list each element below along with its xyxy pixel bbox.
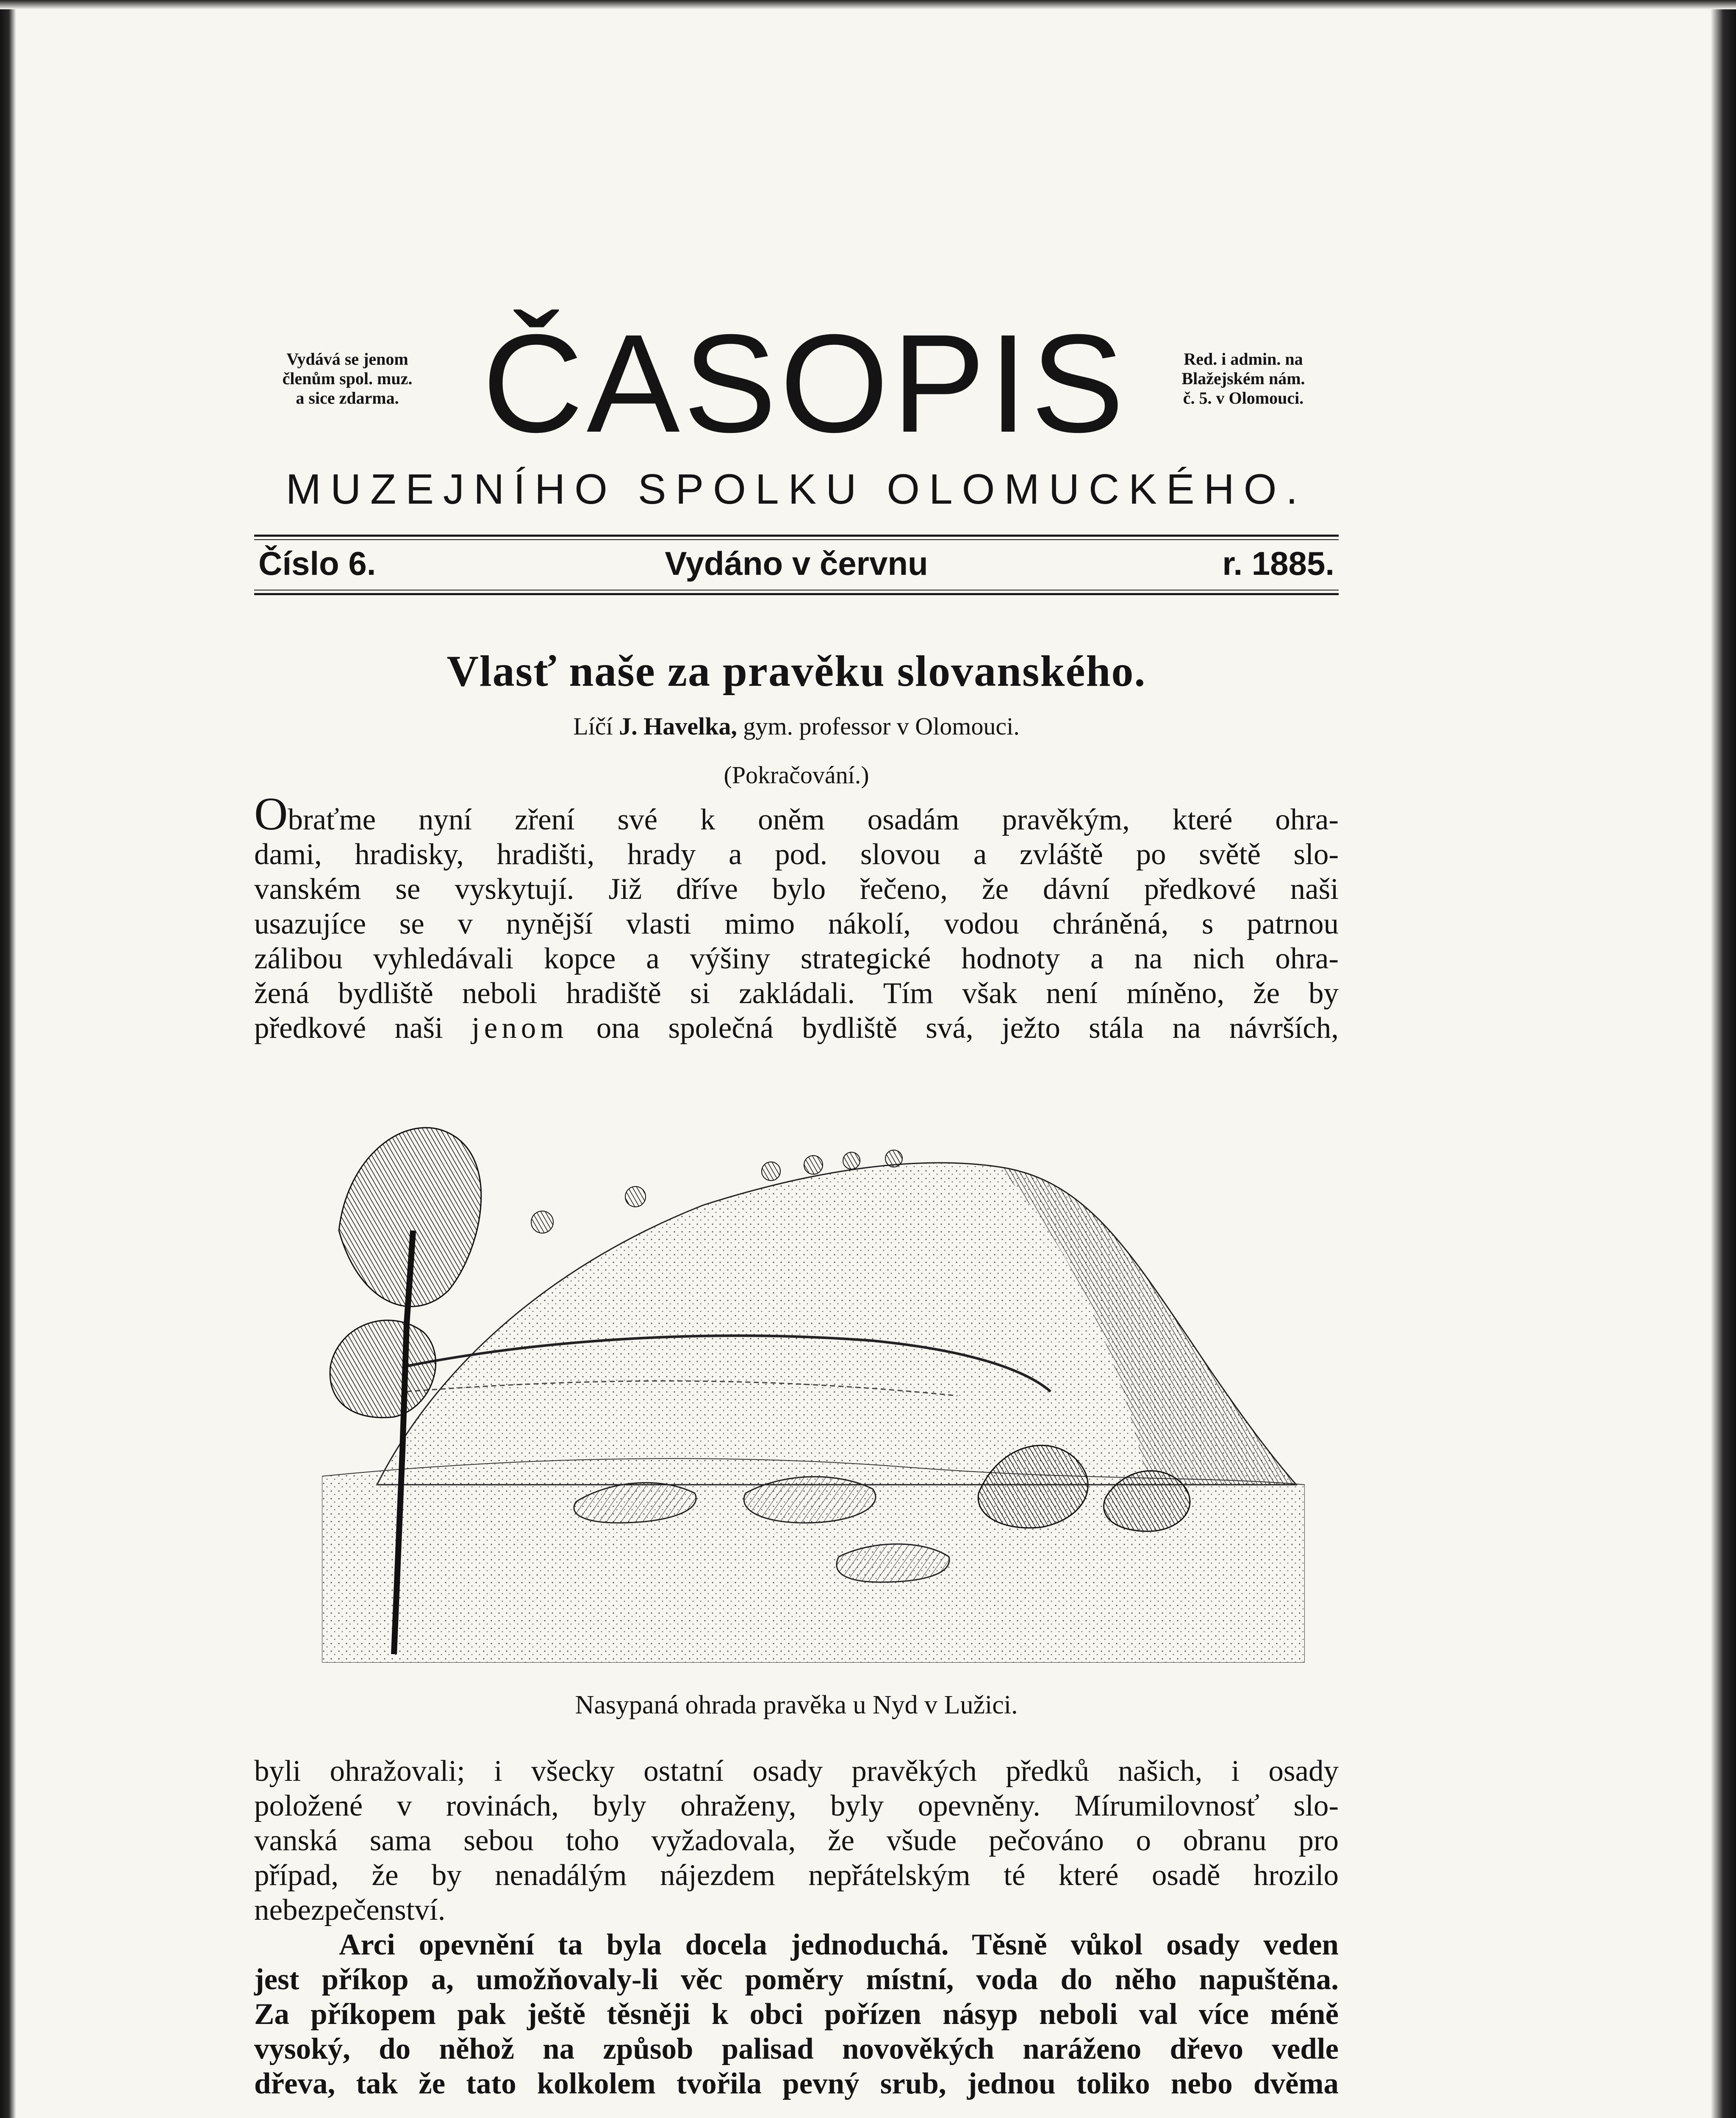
text-line: zálibou vyhledávali kopce a výšiny strategické hodnoty a na nich ohra- xyxy=(254,942,1339,975)
tree-foliage xyxy=(330,1320,435,1418)
rule-top-thin xyxy=(254,539,1339,540)
crest-tree xyxy=(804,1156,823,1174)
masthead-right-note xyxy=(1144,349,1343,408)
text-line: vanská sama sebou toho vyžadovala, že všude pečováno o obranu pro xyxy=(254,1824,1339,1857)
text-segment: ona společná bydliště svá, ježto stála na návrších, xyxy=(568,1012,1339,1045)
crest-tree xyxy=(762,1162,780,1181)
paragraph-3 xyxy=(254,1927,1339,2101)
text-line: dřeva, tak že tato kolkolem tvořila pevný srub, jednou toliko nebo dvěma xyxy=(254,2067,1339,2100)
text-line: vysoký, do něhož na způsob palisad novověkých naráženo dřevo vedle xyxy=(254,2032,1339,2065)
author-role: gym. professor v Olomouci. xyxy=(743,712,1020,740)
author-name: J. Havelka, xyxy=(619,712,737,740)
text-line: Arci opevnění ta byla docela jednoduchá. Těsně vůkol osady veden xyxy=(339,1928,1339,1961)
issue-number: Číslo 6. xyxy=(258,545,376,582)
paragraph-2 xyxy=(254,1754,1339,1927)
issue-date: Vydáno v červnu xyxy=(665,545,928,582)
text-line xyxy=(254,1011,1339,1045)
masthead-left-line: členům spol. muz. xyxy=(282,369,413,388)
drop-cap: O xyxy=(254,788,288,840)
text-line xyxy=(254,788,1339,840)
masthead-left-note xyxy=(250,349,445,408)
crest-tree xyxy=(531,1211,553,1233)
scan-edge-left xyxy=(0,0,16,2118)
text-line: jest příkop a, umožňovaly-li věc poměry místní, voda do něho napuštěna. xyxy=(254,1963,1339,1996)
figure-caption: Nasypaná ohrada pravěka u Nyd v Lužici. xyxy=(575,1691,1018,1719)
text-line: byli ohražovali; i všecky ostatní osady pravěkých předků našich, i osady xyxy=(254,1755,1339,1788)
text-line: nebezpečenství. xyxy=(254,1893,446,1927)
rule-bottom-thick xyxy=(254,593,1339,595)
paragraph-1 xyxy=(254,788,1339,1045)
tree-foliage xyxy=(339,1128,481,1306)
text-line-content: braťme nyní zření své k oněm osadám pravěkým, které ohra- xyxy=(288,803,1339,836)
text-segment: předkové naši xyxy=(254,1012,472,1045)
scan-edge-top xyxy=(0,0,1736,9)
text-line: Za příkopem pak ještě těsněji k obci pořízen násyp neboli val více méně xyxy=(254,1998,1339,2031)
byline xyxy=(254,712,1339,741)
text-line: položené v rovinách, byly ohraženy, byly opevněny. Mírumilovnosť slo- xyxy=(254,1789,1339,1822)
journal-subtitle: MUZEJNÍHO SPOLKU OLOMUCKÉHO. xyxy=(286,466,1307,513)
text-line: případ, že by nenadálým nájezdem nepřátelským té které osadě hrozilo xyxy=(254,1859,1339,1892)
masthead-right-line: č. 5. v Olomouci. xyxy=(1183,388,1304,408)
crest-tree xyxy=(625,1187,646,1207)
rule-top-thick xyxy=(254,535,1339,537)
hillfort-engraving-illustration xyxy=(322,1070,1305,1663)
masthead-left-line: Vydává se jenom xyxy=(286,349,408,369)
masthead-right-line: Red. i admin. na xyxy=(1184,349,1303,369)
text-line: usazujíce se v nynější vlasti mimo nákolí, vodou chráněná, s patrnou xyxy=(254,907,1339,940)
journal-title: ČASOPIS xyxy=(482,305,1128,461)
issue-year: r. 1885. xyxy=(1222,545,1334,582)
emphasized-word: jenom xyxy=(471,1012,568,1045)
issue-line xyxy=(258,546,1334,580)
masthead-right-line: Blažejském nám. xyxy=(1181,369,1305,388)
text-line: žená bydliště neboli hradiště si zakládali. Tím však není míněno, že by xyxy=(254,977,1339,1010)
continued-note: (Pokračování.) xyxy=(724,761,869,789)
text-line: vanském se vyskytují. Již dříve bylo řečeno, že dávní předkové naši xyxy=(254,873,1339,906)
masthead-left-line: a sice zdarma. xyxy=(296,388,399,408)
scan-edge-right xyxy=(1711,0,1736,2118)
crest-tree xyxy=(843,1152,860,1169)
text-line: dami, hradisky, hradišti, hrady a pod. slovou a zvláště po světě slo- xyxy=(254,838,1339,871)
article-title: Vlasť naše za pravěku slovanského. xyxy=(446,647,1146,696)
byline-prefix: Líčí xyxy=(573,712,613,740)
crest-tree xyxy=(885,1150,902,1167)
